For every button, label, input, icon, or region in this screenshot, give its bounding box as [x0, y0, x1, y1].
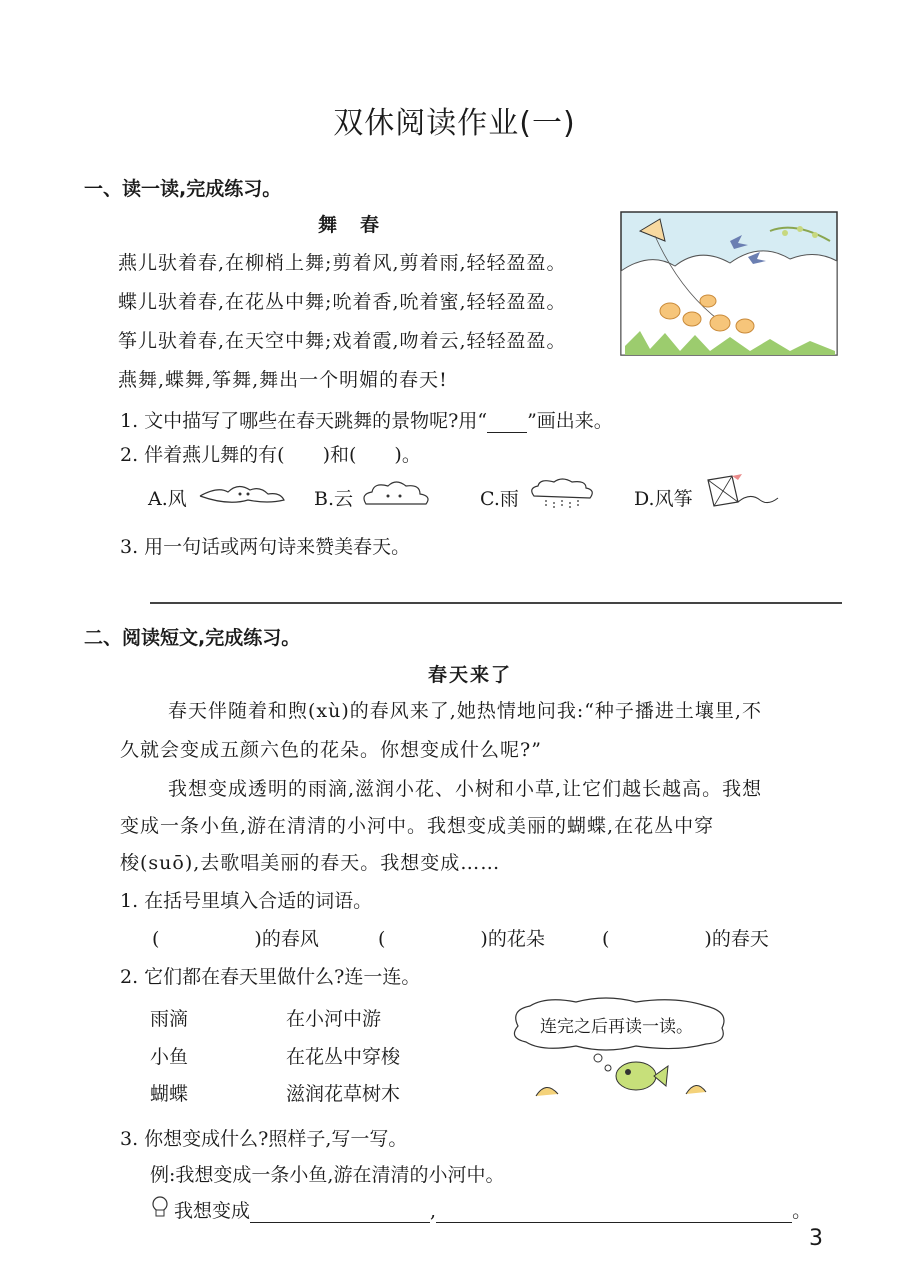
lightbulb-icon [150, 1196, 170, 1218]
example-sentence: 例:我想变成一条小鱼,游在清清的小河中。 [150, 1164, 505, 1186]
passage-line: 梭(suō),去歌唱美丽的春天。我想变成…… [120, 852, 501, 874]
poem-line: 燕儿驮着春,在柳梢上舞;剪着风,剪着雨,轻轻盈盈。 [118, 252, 567, 274]
option-b-label: B.云 [314, 488, 354, 510]
answer-prefix: 我想变成 [174, 1200, 251, 1222]
fill-item: ( )的春天 [602, 928, 769, 950]
answer-line [174, 1196, 811, 1223]
question-3: 3. 用一句话或两句诗来赞美春天。 [120, 536, 411, 558]
passage-line: 久就会变成五颜六色的花朵。你想变成什么呢?” [120, 739, 542, 761]
fill-item: ( )的花朵 [378, 928, 545, 950]
poem-line: 蝶儿驮着春,在花丛中舞;吮着香,吮着蜜,轻轻盈盈。 [118, 291, 567, 313]
option-d-label: D.风筝 [634, 488, 693, 510]
answer-blank[interactable] [250, 1200, 430, 1223]
kite-icon [702, 472, 780, 514]
match-left-item: 蝴蝶 [150, 1083, 189, 1105]
section-2-heading: 二、阅读短文,完成练习。 [84, 627, 301, 649]
option-c-label: C.雨 [480, 488, 519, 510]
poem-line: 燕舞,蝶舞,筝舞,舞出一个明媚的春天! [118, 369, 448, 391]
passage-line: 我想变成透明的雨滴,滋润小花、小树和小草,让它们越长越高。我想 [168, 778, 763, 800]
poem-line: 筝儿驮着春,在天空中舞;戏着霞,吻着云,轻轻盈盈。 [118, 330, 567, 352]
question-2: 2. 它们都在春天里做什么?连一连。 [120, 966, 421, 988]
question-3: 3. 你想变成什么?照样子,写一写。 [120, 1128, 408, 1150]
option-a-label: A.风 [148, 488, 187, 510]
spring-illustration [620, 211, 838, 356]
passage-line: 变成一条小鱼,游在清清的小河中。我想变成美丽的蝴蝶,在花丛中穿 [120, 815, 715, 837]
match-left-item: 雨滴 [150, 1008, 189, 1030]
answer-comma: , [430, 1200, 437, 1222]
poem-title: 舞 春 [318, 214, 382, 236]
question-1-prefix: 1. 文中描写了哪些在春天跳舞的景物呢?用“ [120, 410, 488, 432]
passage-title: 春天来了 [428, 664, 513, 686]
underline-blank [487, 410, 527, 433]
match-right-item: 在花丛中穿梭 [286, 1046, 401, 1068]
cloud-icon [360, 478, 432, 510]
match-left-item: 小鱼 [150, 1046, 189, 1068]
question-1: 1. 在括号里填入合适的词语。 [120, 890, 373, 912]
rain-cloud-icon [528, 476, 598, 514]
page-title: 双休阅读作业(一) [333, 106, 576, 141]
question-2: 2. 伴着燕儿舞的有( )和( )。 [120, 444, 421, 466]
match-right-item: 在小河中游 [286, 1008, 382, 1030]
wind-icon [198, 478, 286, 510]
page-number: 3 [809, 1226, 823, 1251]
question-1-suffix: ”画出来。 [527, 410, 613, 432]
match-right-item: 滋润花草树木 [286, 1083, 401, 1105]
question-1 [120, 406, 613, 433]
section-1-heading: 一、读一读,完成练习。 [84, 178, 282, 200]
section-divider [150, 602, 842, 604]
answer-blank[interactable] [436, 1200, 792, 1223]
passage-line: 春天伴随着和煦(xù)的春风来了,她热情地问我:“种子播进土壤里,不 [168, 700, 762, 722]
answer-end: 。 [792, 1200, 812, 1222]
fill-item: ( )的春风 [152, 928, 319, 950]
bubble-text: 连完之后再读一读。 [540, 1017, 693, 1037]
